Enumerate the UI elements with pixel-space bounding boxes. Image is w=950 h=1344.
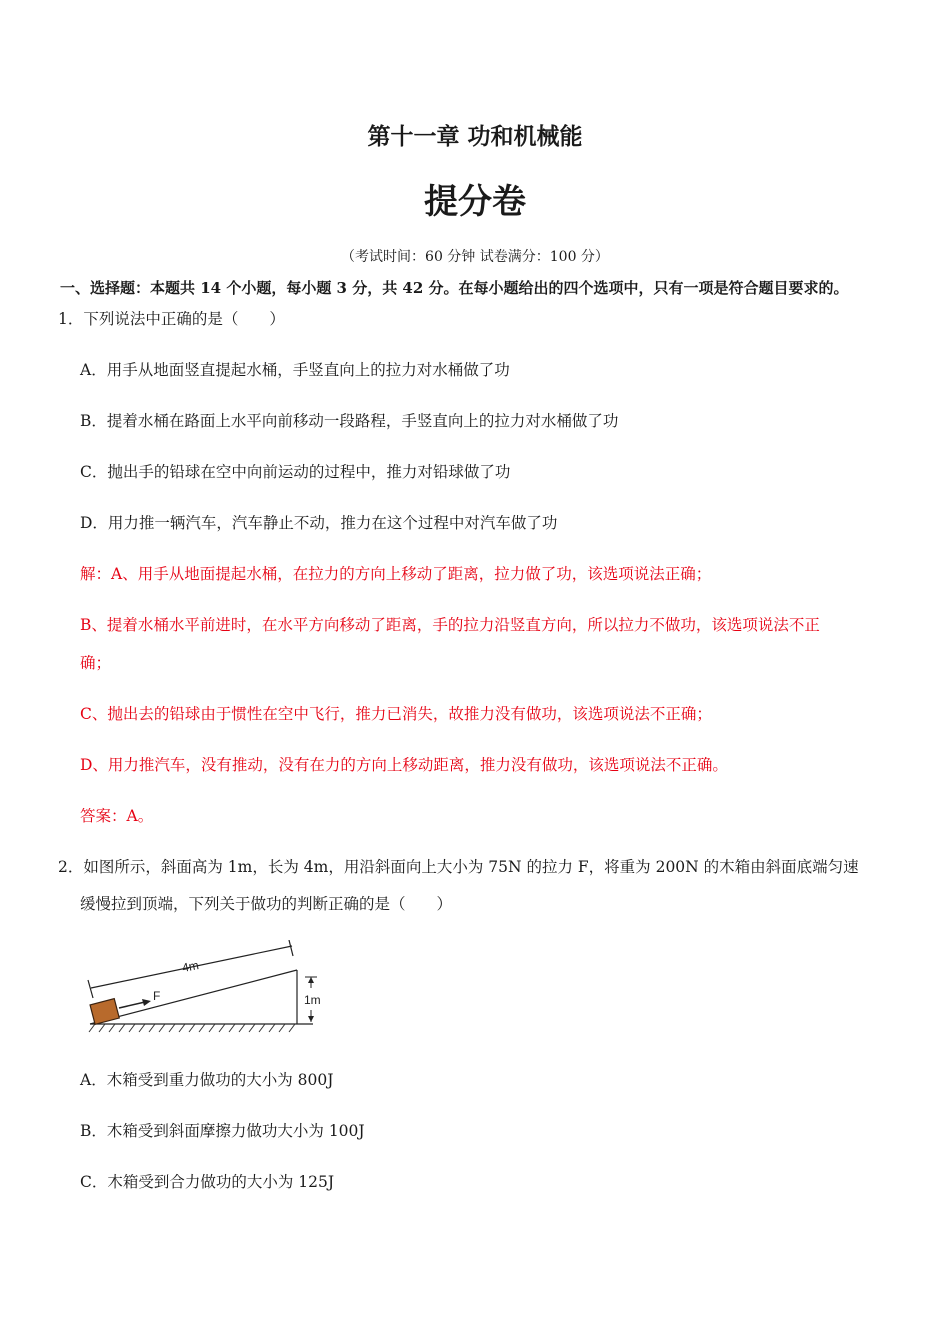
q2-option-b: B．木箱受到斜面摩擦力做功大小为 100J — [80, 1122, 365, 1140]
q1-solution-line: C、抛出去的铅球由于惯性在空中飞行，推力已消失，故推力没有做功，该选项说法不正确； — [80, 705, 712, 723]
incline-figure — [85, 940, 335, 1035]
q2-option-c: C．木箱受到合力做功的大小为 125J — [80, 1173, 335, 1191]
q1-option-d: D．用力推一辆汽车，汽车静止不动，推力在这个过程中对汽车做了功 — [80, 514, 558, 532]
q2-option-a: A．木箱受到重力做功的大小为 800J — [80, 1071, 334, 1089]
question-2-stem-line2: 缓慢拉到顶端，下列关于做功的判断正确的是（ ） — [80, 895, 453, 913]
question-2-stem-line1: 2．如图所示，斜面高为 1m，长为 4m，用沿斜面向上大小为 75N 的拉力 F，将重为 200N 的木箱由斜面底端匀速 — [58, 858, 859, 876]
question-1-stem: 1．下列说法中正确的是（ ） — [58, 310, 285, 328]
q1-solution-line: B、提着水桶水平前进时，在水平方向移动了距离，手的拉力沿竖直方向，所以拉力不做功，该选项说法不正 — [80, 616, 820, 634]
height-label: 1m — [304, 993, 321, 1007]
q1-answer: 答案：A。 — [80, 807, 154, 825]
wooden-box — [90, 999, 119, 1025]
section-heading: 一、选择题：本题共 14 个小题，每小题 3 分，共 42 分。在每小题给出的四个选项中，只有一项是符合题目要求的。 — [60, 279, 849, 297]
paper-title: 提分卷 — [424, 182, 526, 222]
chapter-title: 第十一章 功和机械能 — [367, 123, 583, 150]
q1-option-b: B．提着水桶在路面上水平向前移动一段路程，手竖直向上的拉力对水桶做了功 — [80, 412, 619, 430]
q1-solution-line: D、用力推汽车，没有推动，没有在力的方向上移动距离，推力没有做功，该选项说法不正确。 — [80, 756, 728, 774]
q1-solution-line: 确； — [80, 654, 112, 672]
q1-solution-line: 解：A、用手从地面提起水桶，在拉力的方向上移动了距离，拉力做了功，该选项说法正确； — [80, 565, 712, 583]
length-label: 4m — [180, 958, 200, 975]
q1-option-a: A．用手从地面竖直提起水桶，手竖直向上的拉力对水桶做了功 — [80, 361, 510, 379]
exam-info: （考试时间：60 分钟 试卷满分：100 分） — [341, 249, 609, 265]
force-label: F — [153, 989, 161, 1003]
q1-option-c: C．抛出手的铅球在空中向前运动的过程中，推力对铅球做了功 — [80, 463, 511, 481]
